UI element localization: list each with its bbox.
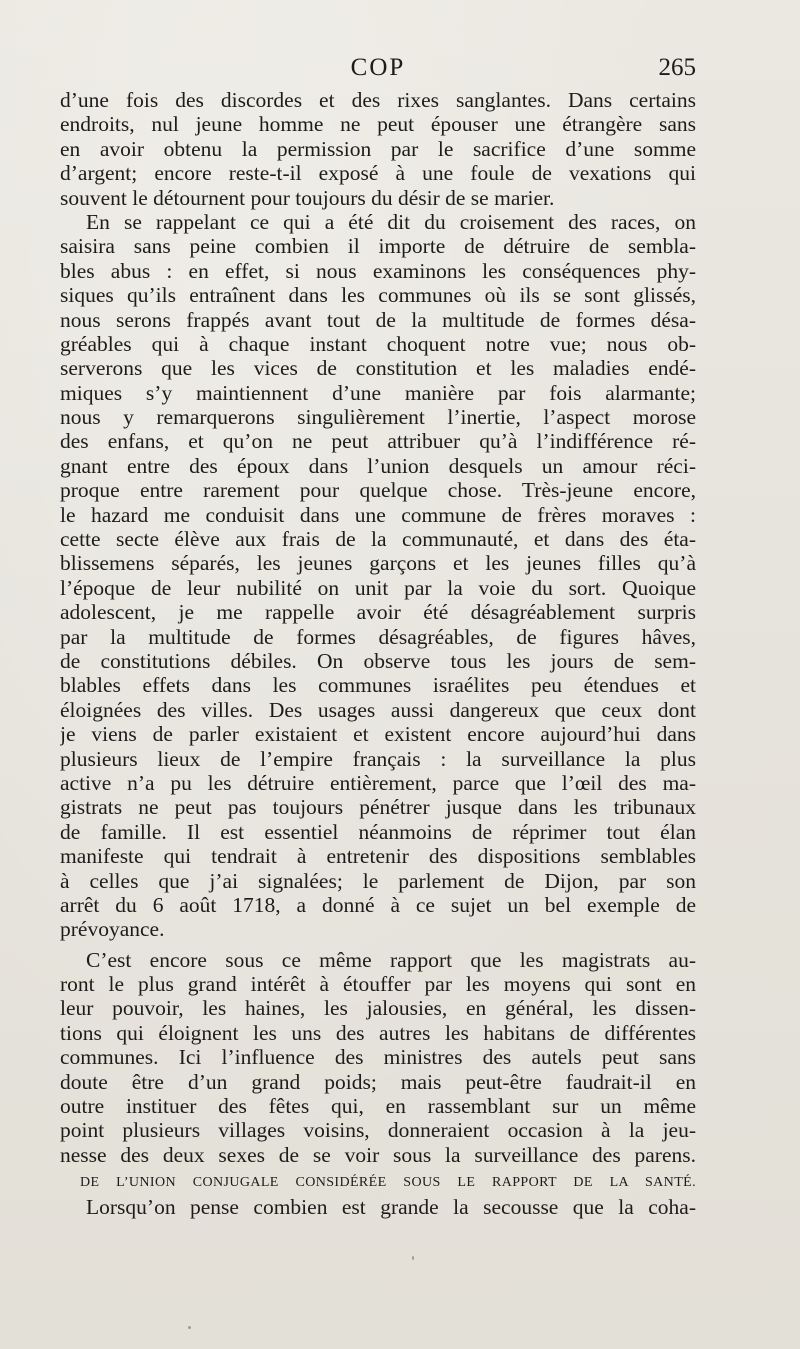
text-line: blissemens séparés, les jeunes garçons et les jeunes filles qu’à <box>60 551 696 576</box>
text-line: gnant entre des époux dans l’union desquels un amour réci- <box>60 453 696 478</box>
text-line: nesse des deux sexes de se voir sous la surveillance des parens. <box>60 1142 696 1167</box>
text-line: le hazard me conduisit dans une commune de frères moraves : <box>60 502 696 527</box>
text-line: saisira sans peine combien il importe de détruire de sembla- <box>60 234 696 259</box>
text-line: miques s’y maintiennent d’une manière par fois alarmante; <box>60 380 696 405</box>
text-line: plusieurs lieux de l’empire français : la surveillance la plus <box>60 746 696 771</box>
text-line: nous serons frappés avant tout de la multitude de formes désa- <box>60 307 696 332</box>
text-line: cette secte élève aux frais de la communauté, et dans des éta- <box>60 527 696 552</box>
body-text <box>60 88 696 1220</box>
text-line: gistrats ne peut pas toujours pénétrer jusque dans les tribunaux <box>60 795 696 820</box>
text-line: je viens de parler existaient et existent encore aujourd’hui dans <box>60 722 696 747</box>
text-line: doute être d’un grand poids; mais peut-être faudrait-il en <box>60 1069 696 1094</box>
text-line: en avoir obtenu la permission par le sacrifice d’une somme <box>60 136 696 161</box>
text-line: manifeste qui tendrait à entretenir des dispositions semblables <box>60 844 696 869</box>
text-line: l’époque de leur nubilité on unit par la voie du sort. Quoique <box>60 575 696 600</box>
text-line: C’est encore sous ce même rapport que les magistrats au- <box>86 947 696 972</box>
text-line: ront le plus grand intérêt à étouffer par les moyens qui sont en <box>60 972 696 997</box>
text-line: Lorsqu’on pense combien est grande la secousse que la coha- <box>86 1195 696 1220</box>
text-line: outre instituer des fêtes qui, en rassemblant sur un même <box>60 1094 696 1119</box>
text-line: nous y remarquerons singulièrement l’inertie, l’aspect morose <box>60 405 696 430</box>
text-line: serverons que les vices de constitution et les maladies endé- <box>60 356 696 381</box>
text-line: siques qu’ils entraînent dans les communes où ils se sont glissés, <box>60 283 696 308</box>
text-line: par la multitude de formes désagréables, de figures hâves, <box>60 624 696 649</box>
text-line: communes. Ici l’influence des ministres des autels peut sans <box>60 1045 696 1070</box>
text-line: tions qui éloignent les uns des autres les habitans de différentes <box>60 1020 696 1045</box>
text-line: bles abus : en effet, si nous examinons les conséquences phy- <box>60 258 696 283</box>
text-line: de famille. Il est essentiel néanmoins de réprimer tout élan <box>60 819 696 844</box>
running-title: COP <box>350 54 406 81</box>
ink-speck <box>188 1326 191 1329</box>
text-line: éloignées des villes. Des usages aussi dangereux que ceux dont <box>60 697 696 722</box>
text-line: proque entre rarement pour quelque chose. Très-jeune encore, <box>60 478 696 503</box>
ink-speck <box>412 1256 414 1260</box>
text-line: active n’a pu les détruire entièrement, parce que l’œil des ma- <box>60 770 696 795</box>
text-line: de constitutions débiles. On observe tous les jours de sem- <box>60 648 696 673</box>
text-line: gréables qui à chaque instant choquent notre vue; nous ob- <box>60 331 696 356</box>
page-number: 265 <box>658 54 696 81</box>
text-line: d’argent; encore reste-t-il exposé à une foule de vexations qui <box>60 161 696 186</box>
text-line: des enfans, et qu’on ne peut attribuer qu’à l’indifférence ré- <box>60 429 696 454</box>
text-line: leur pouvoir, les haines, les jalousies, en général, les dissen- <box>60 996 696 1021</box>
text-line: souvent le détournent pour toujours du désir de se marier. <box>60 185 555 210</box>
running-head <box>60 54 696 88</box>
text-line: à celles que j’ai signalées; le parlement de Dijon, par son <box>60 868 696 893</box>
text-line: prévoyance. <box>60 917 165 942</box>
text-line: En se rappelant ce qui a été dit du croisement des races, on <box>86 209 696 234</box>
section-heading: DE L’UNION CONJUGALE CONSIDÉRÉE SOUS LE RAPPORT DE LA SANTÉ. <box>80 1175 696 1191</box>
text-line: point plusieurs villages voisins, donneraient occasion à la jeu- <box>60 1118 696 1143</box>
text-line: d’une fois des discordes et des rixes sanglantes. Dans certains <box>60 88 696 112</box>
text-line: blables effets dans les communes israélites peu étendues et <box>60 673 696 698</box>
text-line: arrêt du 6 août 1718, a donné à ce sujet un bel exemple de <box>60 892 696 917</box>
text-line: endroits, nul jeune homme ne peut épouser une étrangère sans <box>60 112 696 137</box>
text-line: adolescent, je me rappelle avoir été désagréablement surpris <box>60 600 696 625</box>
